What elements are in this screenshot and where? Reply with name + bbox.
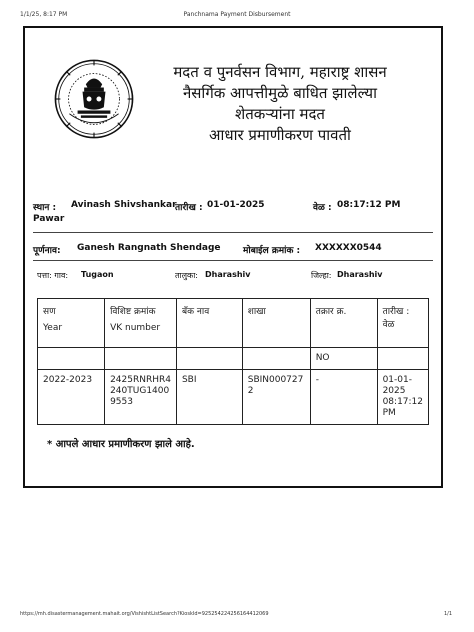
vk-number-part: 2425RNRHR4: [110, 375, 171, 385]
col-datetime: [377, 299, 428, 348]
district-value: Dharashiv: [337, 270, 383, 279]
name-value: Ganesh Rangnath Shendage: [77, 243, 221, 253]
date-label: तारीख :: [175, 203, 203, 213]
date-part: 01-01-2025: [382, 375, 412, 396]
col-datetime-label: तारीख : वेळ: [382, 307, 410, 330]
col-vk-number: [105, 299, 177, 348]
heading-aadhaar-receipt: आधार प्रमाणीकरण पावती: [209, 126, 351, 144]
col-complaint-label: तक्रार क्र.: [315, 307, 347, 317]
name-label: पूर्णनाव:: [33, 246, 61, 256]
aadhaar-confirmation: * आपले आधार प्रमाणीकरण झाले आहे.: [47, 439, 195, 450]
place-value-cont: Pawar: [33, 214, 65, 224]
maharashtra-government-seal-icon: [53, 58, 135, 140]
branch-part: SBIN000727: [247, 375, 304, 385]
print-page-number: 1/1: [443, 611, 452, 617]
print-url[interactable]: https://mh.disastermanagement.mahait.org/VishishtListSearch?KioskId=925254224256164412069: [20, 611, 269, 617]
table-header-row: [38, 299, 429, 348]
vk-number-cell: [105, 370, 177, 425]
disbursement-table: [37, 298, 429, 425]
place-value: Avinash Shivshankar: [71, 200, 177, 210]
place-label: स्थान :: [33, 203, 57, 213]
district-label: जिल्हा:: [311, 271, 332, 280]
village-value: Tugaon: [81, 270, 114, 279]
divider: [33, 232, 433, 233]
taluka-value: Dharashiv: [205, 270, 251, 279]
divider: [33, 260, 433, 261]
receipt-card: [23, 26, 443, 488]
mobile-value: XXXXXX0544: [315, 243, 382, 253]
date-value: 01-01-2025: [207, 200, 265, 210]
col-branch: [242, 299, 310, 348]
address-label: पत्ता: गाव:: [37, 271, 69, 280]
datetime-cell: [377, 370, 428, 425]
print-date: 1/1/25, 8:17 PM: [20, 11, 68, 18]
time-value: 08:17:12 PM: [337, 200, 401, 210]
vk-number-part: 9553: [110, 397, 133, 407]
complaint-cell: -: [310, 370, 377, 425]
table-cell: [105, 348, 177, 370]
col-vk-sublabel: VK number: [110, 323, 161, 333]
complaint-cell: NO: [310, 348, 377, 370]
heading-disaster: नैसर्गिक आपत्तीमुळे बाधित झालेल्या: [182, 84, 378, 102]
col-year-sublabel: Year: [43, 323, 63, 333]
mobile-label: मोबाईल क्रमांक :: [243, 246, 301, 256]
table-cell: [377, 348, 428, 370]
branch-part: 2: [247, 386, 254, 396]
heading-department: मदत व पुनर्वसन विभाग, महाराष्ट्र शासन: [173, 63, 387, 81]
bank-cell: SBI: [176, 370, 242, 425]
vk-number-part: 240TUG1400: [110, 386, 170, 396]
table-row: [38, 348, 429, 370]
col-year: [38, 299, 105, 348]
print-title: Panchnama Payment Disbursement: [183, 11, 291, 18]
time-part: 08:17:12 PM: [382, 397, 423, 418]
branch-cell: [242, 370, 310, 425]
taluka-label: तालुका:: [175, 271, 198, 280]
heading-assistance: शेतकऱ्यांना मदत: [235, 105, 325, 123]
col-complaint: [310, 299, 377, 348]
col-year-label: सण: [43, 307, 56, 317]
table-row: [38, 370, 429, 425]
col-branch-label: शाखा: [247, 307, 266, 317]
time-label: वेळ :: [313, 203, 332, 213]
table-cell: [38, 348, 105, 370]
table-cell: [176, 348, 242, 370]
table-cell: [242, 348, 310, 370]
col-vk-label: विशिष्ट क्रमांक: [110, 307, 156, 317]
col-bank-label: बँक नाव: [181, 307, 210, 317]
receipt-heading: [125, 62, 435, 146]
year-cell: 2022-2023: [38, 370, 105, 425]
col-bank: [176, 299, 242, 348]
